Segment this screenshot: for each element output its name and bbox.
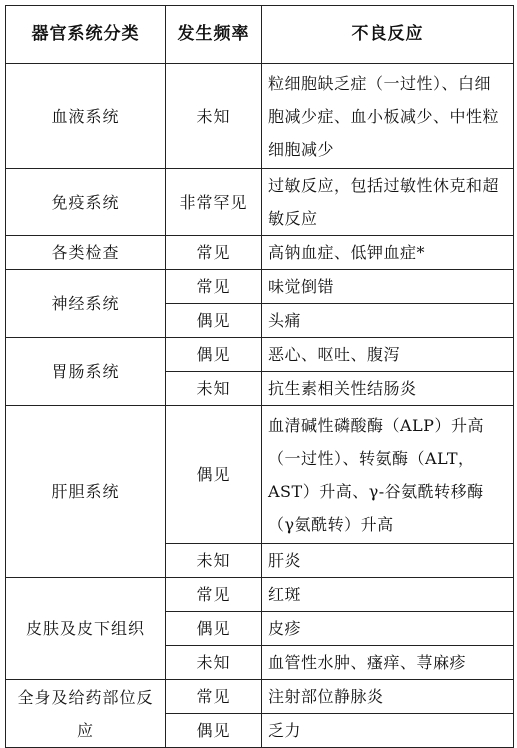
frequency-cell: 偶见 bbox=[166, 612, 262, 646]
organ-system-cell: 胃肠系统 bbox=[6, 338, 166, 406]
frequency-cell: 偶见 bbox=[166, 406, 262, 544]
frequency-cell: 非常罕见 bbox=[166, 169, 262, 236]
table-row bbox=[6, 338, 514, 372]
table-row bbox=[6, 169, 514, 236]
frequency-cell: 偶见 bbox=[166, 714, 262, 748]
header-organ-system: 器官系统分类 bbox=[6, 6, 166, 64]
frequency-cell: 未知 bbox=[166, 646, 262, 680]
reaction-cell: 血清碱性磷酸酶（ALP）升高（一过性）、转氨酶（ALT，AST）升高、γ-谷氨酰转移酶（γ氨酰转）升高 bbox=[262, 406, 514, 544]
organ-system-cell: 皮肤及皮下组织 bbox=[6, 578, 166, 680]
frequency-cell: 未知 bbox=[166, 544, 262, 578]
reaction-cell: 恶心、呕吐、腹泻 bbox=[262, 338, 514, 372]
frequency-cell: 常见 bbox=[166, 236, 262, 270]
reaction-cell: 血管性水肿、瘙痒、荨麻疹 bbox=[262, 646, 514, 680]
table-row bbox=[6, 270, 514, 304]
reaction-cell: 粒细胞缺乏症（一过性）、白细胞减少症、血小板减少、中性粒细胞减少 bbox=[262, 64, 514, 169]
frequency-cell: 常见 bbox=[166, 680, 262, 714]
table-row bbox=[6, 680, 514, 714]
organ-system-cell: 血液系统 bbox=[6, 64, 166, 169]
organ-system-cell: 免疫系统 bbox=[6, 169, 166, 236]
table-row bbox=[6, 406, 514, 544]
reaction-cell: 过敏反应，包括过敏性休克和超敏反应 bbox=[262, 169, 514, 236]
reaction-cell: 红斑 bbox=[262, 578, 514, 612]
frequency-cell: 常见 bbox=[166, 578, 262, 612]
organ-system-cell: 全身及给药部位反应 bbox=[6, 680, 166, 748]
header-reaction: 不良反应 bbox=[262, 6, 514, 64]
header-row bbox=[6, 6, 514, 64]
frequency-cell: 未知 bbox=[166, 372, 262, 406]
reaction-cell: 高钠血症、低钾血症* bbox=[262, 236, 514, 270]
header-frequency: 发生频率 bbox=[166, 6, 262, 64]
table-row bbox=[6, 64, 514, 169]
frequency-cell: 常见 bbox=[166, 270, 262, 304]
reaction-cell: 注射部位静脉炎 bbox=[262, 680, 514, 714]
reaction-cell: 头痛 bbox=[262, 304, 514, 338]
frequency-cell: 偶见 bbox=[166, 304, 262, 338]
reaction-cell: 皮疹 bbox=[262, 612, 514, 646]
organ-system-cell: 神经系统 bbox=[6, 270, 166, 338]
reaction-cell: 抗生素相关性结肠炎 bbox=[262, 372, 514, 406]
reaction-cell: 肝炎 bbox=[262, 544, 514, 578]
table-row bbox=[6, 236, 514, 270]
organ-system-cell: 肝胆系统 bbox=[6, 406, 166, 578]
table-row bbox=[6, 578, 514, 612]
adverse-reactions-table bbox=[5, 5, 514, 748]
reaction-cell: 乏力 bbox=[262, 714, 514, 748]
frequency-cell: 未知 bbox=[166, 64, 262, 169]
organ-system-cell: 各类检查 bbox=[6, 236, 166, 270]
reaction-cell: 味觉倒错 bbox=[262, 270, 514, 304]
frequency-cell: 偶见 bbox=[166, 338, 262, 372]
